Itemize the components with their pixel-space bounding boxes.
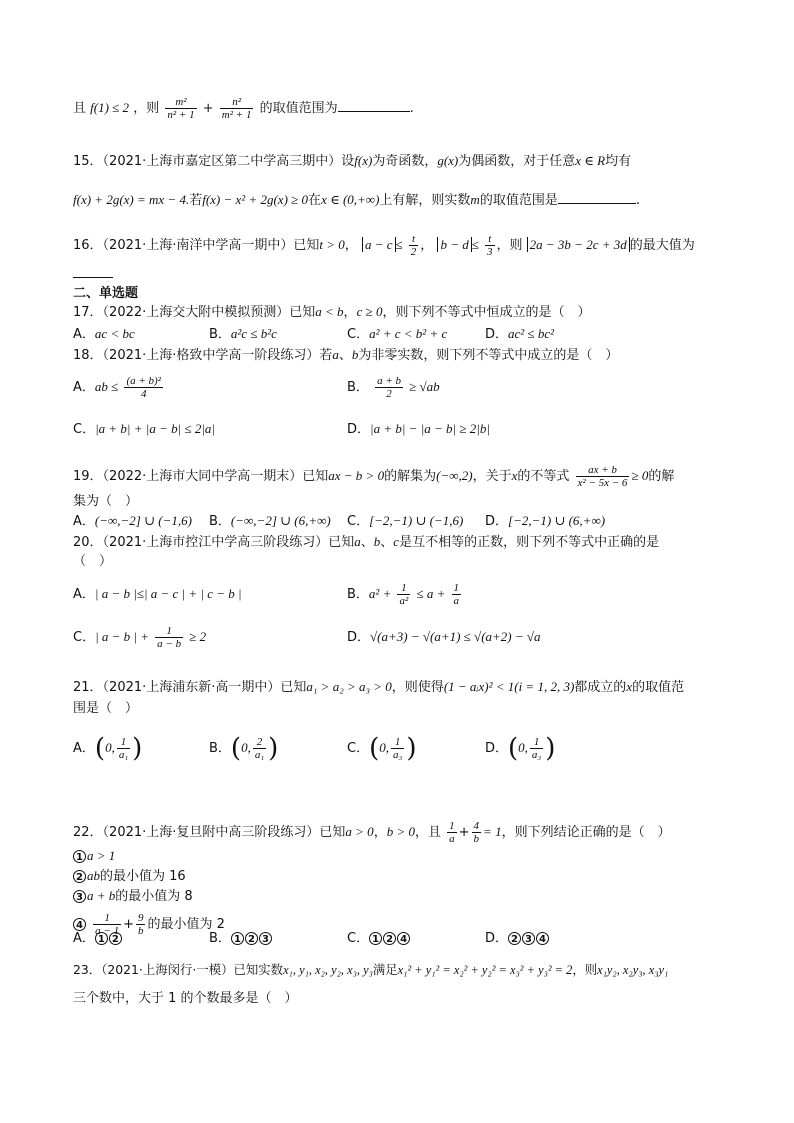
q23-stem-line2: 三个数中，大于 1 的个数最多是（ ） <box>73 991 298 1006</box>
q22-item-4: 4 $\frac{1}{a - 1}$ + $\frac{9}{b}$ 的最小值为 2 <box>73 912 724 937</box>
fraction: $\frac{\text{m²}}{\text{n² + 1}}$ <box>167 96 195 121</box>
q17-stem: 17．（2022·上海交大附中模拟预测）已知a < b，c ≥ 0，则下列不等式中恒成立的是（ ） <box>73 304 591 320</box>
circled-number: 1 <box>73 850 86 863</box>
q22-option-b[interactable]: B． 1 2 3 <box>209 930 273 948</box>
q16-blank-line <box>73 266 724 284</box>
q20-option-a[interactable]: A．| a − b |≤| a − c | + | c − b | <box>73 586 242 602</box>
q18-option-c[interactable]: C．|a + b| + |a − b| ≤ 2|a| <box>73 421 215 437</box>
q19-option-c[interactable]: C．[−2,−1) ∪ (−1,6) <box>347 513 464 529</box>
q19-stem: 19．（2022·上海市大同中学高一期末）已知ax − b > 0的解集为(−∞,2)，关于x的不等式 $\frac{ax + b}{\text{x² − 5x − 6}}$ ≥ 0的解 <box>73 464 675 489</box>
q18-stem: 18．（2021·上海·格致中学高一阶段练习）若a、b为非零实数，则下列不等式中成立的是（ ） <box>73 347 619 363</box>
q21-stem-line2: 围是（ ） <box>73 701 139 716</box>
q15-line2: f(x) + 2g(x) = mx − 4.若f(x) − x² + 2g(x) ≥ 0在x ∈ (0,+∞)上有解，则实数m的取值范围是 . <box>73 192 640 208</box>
circled-number: 3 <box>73 890 86 903</box>
q22-item-2: 2 ab的最小值为 16 <box>73 867 724 886</box>
section-title: 二、单选题 <box>73 286 139 301</box>
circled-number: 2 <box>73 870 86 883</box>
q17-option-c[interactable]: C．a² + c < b² + c <box>347 326 448 342</box>
q22-option-d[interactable]: D． 2 3 4 <box>485 930 550 948</box>
circled-number: 4 <box>73 918 86 931</box>
answer-blank[interactable] <box>558 203 636 204</box>
answer-blank[interactable] <box>73 277 113 278</box>
answer-blank[interactable] <box>338 111 410 112</box>
q14-tail: 且 f(1) ≤ 2 ，则 $\frac{\text{m²}}{\text{n² + 1}}$ + $\frac{\text{n²}}{\text{m² + 1}}$ 的取值范围为 . <box>73 96 414 121</box>
q20-option-b[interactable]: B．a² + $\frac{1}{\text{a²}}$ ≤ a + $\frac{1}{a}$ <box>347 582 459 607</box>
q20-option-d[interactable]: D．√(a+3) − √(a+1) ≤ √(a+2) − √a <box>347 629 541 645</box>
q21-option-b[interactable]: B．(0, $\frac{2}{\text{a₁}}$ ) <box>209 733 279 764</box>
q21-option-d[interactable]: D．(0, $\frac{1}{\text{a₃}}$ ) <box>485 733 556 764</box>
q23-stem: 23．（2021·上海闵行·一模）已知实数x₁, y₁, x₂, y₂, x₃, y₃满足x₁² + y₁² = x₂² + y₂² = x₃² + y₃² = 2，则x₁y₂, x₂y₃, x₃y₁ <box>73 962 669 977</box>
q20-stem-line2: （ ） <box>73 554 113 569</box>
q21-option-c[interactable]: C．(0, $\frac{1}{\text{a₃}}$ ) <box>347 733 417 764</box>
q22-option-c[interactable]: C． 1 2 4 <box>347 930 411 948</box>
q17-option-a[interactable]: A．ac < bc <box>73 326 135 342</box>
q15-line1: 15．（2021·上海市嘉定区第二中学高三期中）设f(x)为奇函数，g(x)为偶函数，对于任意x ∈ R均有 <box>73 153 632 169</box>
q20-stem: 20．（2021·上海市控江中学高三阶段练习）已知a、b、c是互不相等的正数，则下列不等式中正确的是 <box>73 534 660 550</box>
q21-option-a[interactable]: A．(0, $\frac{1}{\text{a₁}}$ ) <box>73 733 143 764</box>
q18-option-a[interactable]: A．ab ≤ $\frac{\text{(a + b)²}}{4}$ <box>73 375 161 400</box>
q17-option-b[interactable]: B．a²c ≤ b²c <box>209 326 277 342</box>
q22-option-a[interactable]: A． 1 2 <box>73 930 123 948</box>
q18-option-b[interactable]: B． $\frac{a + b}{2}$ ≥ √ab <box>347 375 440 400</box>
q19-stem-line2: 集为（ ） <box>73 494 139 509</box>
fraction: $\frac{\text{n²}}{\text{m² + 1}}$ <box>221 96 252 121</box>
q19-option-d[interactable]: D．[−2,−1) ∪ (6,+∞) <box>485 513 606 529</box>
q22-stem: 22．（2021·上海·复旦附中高三阶段练习）已知a > 0，b > 0，且 $\frac{1}{a}$ + $\frac{4}{b}$ = 1，则下列结论正确的是（ ） <box>73 820 671 845</box>
q22-item-3: 3 a + b的最小值为 8 <box>73 887 724 906</box>
q20-option-c[interactable]: C．| a − b | + $\frac{1}{a - b}$ ≥ 2 <box>73 625 207 650</box>
q19-option-a[interactable]: A．(−∞,−2] ∪ (−1,6) <box>73 513 192 529</box>
q22-item-1: 1 a > 1 <box>73 847 724 866</box>
q16-line1: 16．（2021·上海·南洋中学高一期中）已知t > 0， a − c ≤ $\frac{t}{2}$ ， b − d ≤ $\frac{t}{3}$ ，则 2a − 3b − 2c + 3d 的最大值为 <box>73 233 695 258</box>
q17-option-d[interactable]: D．ac² ≤ bc² <box>485 326 554 342</box>
q21-stem: 21．（2021·上海浦东新·高一期中）已知a₁ > a₂ > a₃ > 0，则使得(1 − aᵢx)² < 1(i = 1, 2, 3)都成立的x的取值范 <box>73 679 685 695</box>
q18-option-d[interactable]: D．|a + b| − |a − b| ≥ 2|b| <box>347 421 490 437</box>
q19-option-b[interactable]: B．(−∞,−2] ∪ (6,+∞) <box>209 513 331 529</box>
